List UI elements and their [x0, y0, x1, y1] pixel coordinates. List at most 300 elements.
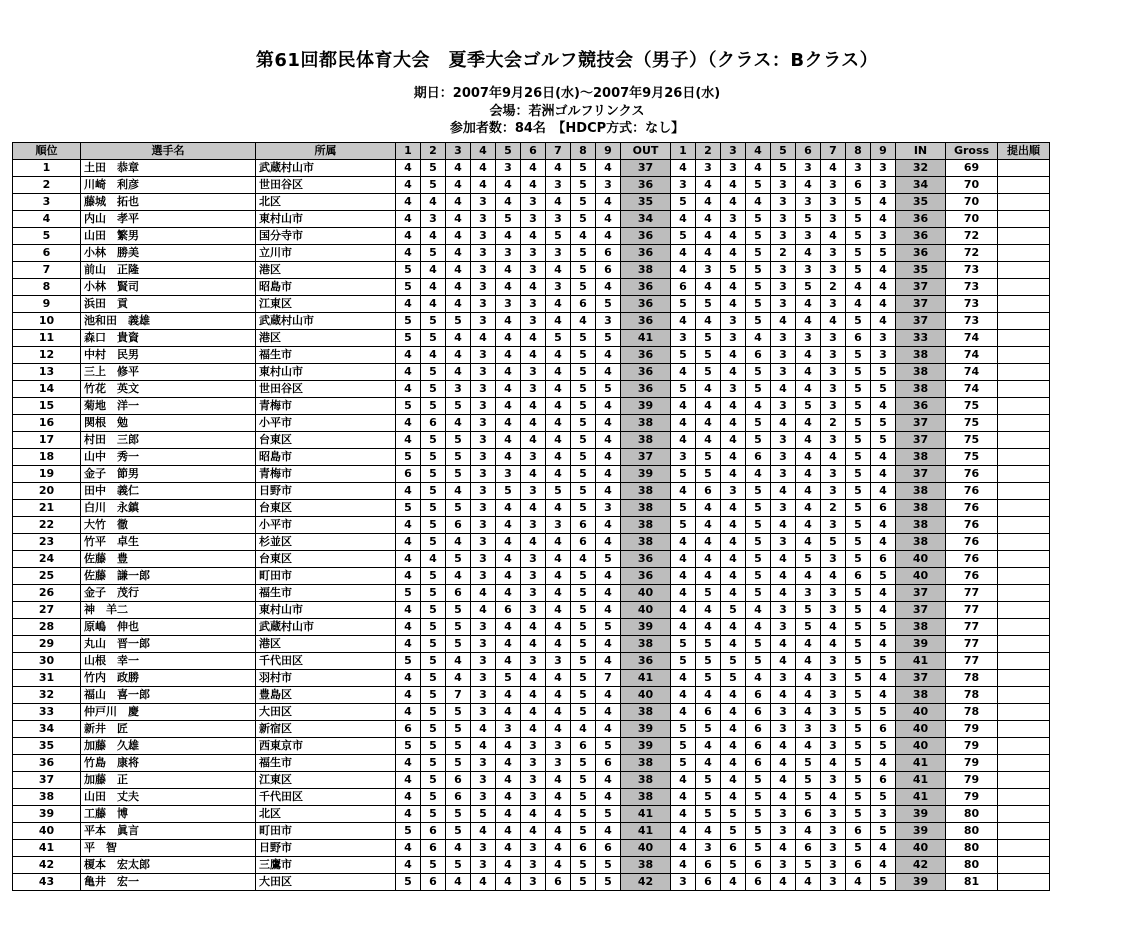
table-row — [13, 687, 1050, 704]
table-row — [13, 160, 1050, 177]
gross-cell: 77 — [946, 585, 998, 602]
in-hole-score: 4 — [796, 653, 821, 670]
in-hole-score: 5 — [846, 517, 871, 534]
out-hole-score: 4 — [596, 568, 621, 585]
in-hole-score: 4 — [696, 534, 721, 551]
out-hole-score: 4 — [396, 211, 421, 228]
in-hole-score: 5 — [821, 534, 846, 551]
table-row — [13, 177, 1050, 194]
in-hole-score: 5 — [846, 228, 871, 245]
out-hole-score: 5 — [596, 551, 621, 568]
in-hole-score: 4 — [771, 585, 796, 602]
out-hole-score: 3 — [521, 551, 546, 568]
gross-cell: 75 — [946, 432, 998, 449]
out-hole-score: 7 — [446, 687, 471, 704]
out-total-cell: 41 — [621, 670, 671, 687]
player-name-cell: 菊地 洋一 — [81, 398, 256, 415]
table-row — [13, 568, 1050, 585]
out-total-cell: 38 — [621, 262, 671, 279]
in-hole-score: 5 — [746, 568, 771, 585]
out-hole-score: 5 — [421, 364, 446, 381]
in-total-cell: 38 — [896, 500, 946, 517]
out-hole-score: 4 — [596, 704, 621, 721]
in-hole-score: 4 — [696, 602, 721, 619]
rank-cell: 32 — [13, 687, 81, 704]
out-hole-score: 4 — [396, 245, 421, 262]
out-hole-score: 5 — [596, 874, 621, 891]
submission-order-cell — [998, 364, 1050, 381]
in-hole-score: 3 — [821, 840, 846, 857]
in-hole-score: 4 — [721, 296, 746, 313]
player-name-cell: 池和田 義雄 — [81, 313, 256, 330]
rank-cell: 1 — [13, 160, 81, 177]
out-hole-score: 5 — [596, 296, 621, 313]
out-hole-score: 4 — [546, 789, 571, 806]
out-hole-score: 5 — [571, 772, 596, 789]
out-hole-score: 5 — [421, 313, 446, 330]
player-name-cell: 前山 正隆 — [81, 262, 256, 279]
out-hole-score: 5 — [546, 330, 571, 347]
in-hole-score: 5 — [746, 806, 771, 823]
out-hole-score: 3 — [471, 449, 496, 466]
out-hole-score: 5 — [421, 177, 446, 194]
table-row — [13, 874, 1050, 891]
out-hole-score: 4 — [546, 619, 571, 636]
out-hole-score: 5 — [421, 517, 446, 534]
rank-cell: 42 — [13, 857, 81, 874]
in-hole-score: 4 — [796, 517, 821, 534]
in-hole-score: 4 — [696, 823, 721, 840]
in-hole-score: 4 — [721, 364, 746, 381]
player-name-cell: 金子 茂行 — [81, 585, 256, 602]
in-hole-score: 6 — [671, 279, 696, 296]
club-cell: 千代田区 — [256, 653, 396, 670]
in-hole-score: 4 — [671, 789, 696, 806]
column-header: 6 — [796, 143, 821, 160]
out-total-cell: 38 — [621, 636, 671, 653]
out-hole-score: 5 — [446, 704, 471, 721]
submission-order-cell — [998, 721, 1050, 738]
out-hole-score: 4 — [521, 398, 546, 415]
out-hole-score: 4 — [471, 330, 496, 347]
out-hole-score: 4 — [446, 160, 471, 177]
in-hole-score: 3 — [821, 806, 846, 823]
out-hole-score: 4 — [496, 857, 521, 874]
club-cell: 昭島市 — [256, 449, 396, 466]
out-hole-score: 4 — [521, 670, 546, 687]
in-hole-score: 3 — [771, 279, 796, 296]
out-hole-score: 3 — [471, 534, 496, 551]
in-hole-score: 3 — [821, 585, 846, 602]
out-hole-score: 5 — [446, 551, 471, 568]
in-hole-score: 5 — [846, 840, 871, 857]
in-hole-score: 3 — [721, 313, 746, 330]
out-hole-score: 3 — [596, 500, 621, 517]
out-hole-score: 4 — [521, 704, 546, 721]
out-hole-score: 4 — [546, 602, 571, 619]
table-row — [13, 789, 1050, 806]
in-hole-score: 3 — [821, 432, 846, 449]
in-total-cell: 40 — [896, 721, 946, 738]
submission-order-cell — [998, 585, 1050, 602]
out-hole-score: 5 — [571, 687, 596, 704]
in-hole-score: 6 — [696, 874, 721, 891]
player-name-cell: 工藤 博 — [81, 806, 256, 823]
in-hole-score: 6 — [846, 857, 871, 874]
out-hole-score: 4 — [446, 279, 471, 296]
rank-cell: 4 — [13, 211, 81, 228]
out-total-cell: 36 — [621, 279, 671, 296]
out-hole-score: 4 — [496, 704, 521, 721]
in-hole-score: 5 — [846, 602, 871, 619]
out-hole-score: 4 — [421, 347, 446, 364]
out-hole-score: 4 — [546, 670, 571, 687]
out-hole-score: 3 — [471, 245, 496, 262]
in-hole-score: 5 — [746, 823, 771, 840]
in-hole-score: 4 — [771, 789, 796, 806]
out-hole-score: 4 — [496, 262, 521, 279]
in-hole-score: 5 — [796, 789, 821, 806]
out-hole-score: 5 — [571, 194, 596, 211]
in-hole-score: 4 — [796, 313, 821, 330]
rank-cell: 25 — [13, 568, 81, 585]
submission-order-cell — [998, 432, 1050, 449]
in-total-cell: 38 — [896, 517, 946, 534]
out-hole-score: 3 — [521, 313, 546, 330]
in-hole-score: 5 — [721, 670, 746, 687]
in-hole-score: 3 — [871, 330, 896, 347]
in-hole-score: 5 — [846, 211, 871, 228]
out-total-cell: 37 — [621, 449, 671, 466]
out-total-cell: 39 — [621, 721, 671, 738]
club-cell: 昭島市 — [256, 279, 396, 296]
rank-cell: 14 — [13, 381, 81, 398]
in-hole-score: 3 — [671, 177, 696, 194]
out-hole-score: 5 — [421, 789, 446, 806]
out-hole-score: 4 — [496, 789, 521, 806]
out-hole-score: 5 — [421, 687, 446, 704]
in-hole-score: 4 — [696, 432, 721, 449]
out-hole-score: 6 — [421, 840, 446, 857]
in-hole-score: 4 — [771, 755, 796, 772]
out-hole-score: 5 — [596, 381, 621, 398]
in-hole-score: 5 — [871, 653, 896, 670]
in-hole-score: 3 — [821, 653, 846, 670]
in-hole-score: 4 — [846, 296, 871, 313]
out-hole-score: 3 — [471, 296, 496, 313]
gross-cell: 70 — [946, 177, 998, 194]
in-hole-score: 6 — [746, 857, 771, 874]
out-hole-score: 4 — [571, 228, 596, 245]
in-hole-score: 4 — [696, 245, 721, 262]
in-hole-score: 3 — [821, 704, 846, 721]
out-hole-score: 4 — [496, 279, 521, 296]
out-hole-score: 3 — [546, 755, 571, 772]
out-hole-score: 4 — [496, 874, 521, 891]
in-hole-score: 3 — [671, 330, 696, 347]
in-hole-score: 5 — [671, 228, 696, 245]
in-hole-score: 4 — [821, 449, 846, 466]
out-hole-score: 5 — [571, 415, 596, 432]
out-hole-score: 4 — [471, 823, 496, 840]
out-hole-score: 5 — [421, 432, 446, 449]
out-hole-score: 3 — [471, 313, 496, 330]
in-hole-score: 5 — [746, 279, 771, 296]
club-cell: 小平市 — [256, 415, 396, 432]
out-hole-score: 5 — [496, 211, 521, 228]
in-hole-score: 4 — [746, 602, 771, 619]
in-hole-score: 4 — [871, 636, 896, 653]
player-name-cell: 竹内 政勝 — [81, 670, 256, 687]
out-hole-score: 3 — [496, 466, 521, 483]
in-hole-score: 4 — [696, 177, 721, 194]
in-hole-score: 5 — [746, 789, 771, 806]
in-hole-score: 5 — [846, 449, 871, 466]
in-hole-score: 3 — [771, 211, 796, 228]
in-hole-score: 3 — [821, 211, 846, 228]
in-total-cell: 33 — [896, 330, 946, 347]
gross-cell: 74 — [946, 364, 998, 381]
in-hole-score: 5 — [746, 517, 771, 534]
out-hole-score: 3 — [446, 381, 471, 398]
in-hole-score: 5 — [746, 534, 771, 551]
out-total-cell: 40 — [621, 585, 671, 602]
in-hole-score: 4 — [796, 347, 821, 364]
out-hole-score: 4 — [396, 789, 421, 806]
out-hole-score: 4 — [446, 874, 471, 891]
gross-cell: 79 — [946, 772, 998, 789]
in-total-cell: 37 — [896, 602, 946, 619]
rank-cell: 10 — [13, 313, 81, 330]
out-hole-score: 4 — [546, 194, 571, 211]
submission-order-cell — [998, 313, 1050, 330]
out-hole-score: 6 — [596, 245, 621, 262]
out-hole-score: 3 — [521, 483, 546, 500]
club-cell: 町田市 — [256, 568, 396, 585]
out-hole-score: 4 — [496, 381, 521, 398]
player-name-cell: 竹島 康将 — [81, 755, 256, 772]
in-hole-score: 4 — [671, 364, 696, 381]
out-hole-score: 4 — [446, 653, 471, 670]
in-hole-score: 5 — [746, 296, 771, 313]
gross-cell: 80 — [946, 857, 998, 874]
club-cell: 町田市 — [256, 823, 396, 840]
out-hole-score: 4 — [521, 160, 546, 177]
in-hole-score: 5 — [846, 500, 871, 517]
in-hole-score: 3 — [771, 806, 796, 823]
in-hole-score: 4 — [721, 177, 746, 194]
in-hole-score: 4 — [771, 653, 796, 670]
in-hole-score: 4 — [871, 687, 896, 704]
out-hole-score: 5 — [446, 636, 471, 653]
rank-cell: 22 — [13, 517, 81, 534]
out-hole-score: 4 — [546, 500, 571, 517]
out-hole-score: 3 — [471, 670, 496, 687]
player-name-cell: 川崎 利彦 — [81, 177, 256, 194]
out-total-cell: 38 — [621, 772, 671, 789]
out-hole-score: 3 — [496, 160, 521, 177]
club-cell: 武蔵村山市 — [256, 160, 396, 177]
in-hole-score: 4 — [721, 738, 746, 755]
in-hole-score: 5 — [671, 381, 696, 398]
in-hole-score: 5 — [671, 653, 696, 670]
out-hole-score: 5 — [396, 874, 421, 891]
in-hole-score: 5 — [746, 483, 771, 500]
in-total-cell: 41 — [896, 789, 946, 806]
out-total-cell: 36 — [621, 245, 671, 262]
out-hole-score: 4 — [396, 381, 421, 398]
in-hole-score: 6 — [846, 177, 871, 194]
out-total-cell: 35 — [621, 194, 671, 211]
in-hole-score: 4 — [796, 704, 821, 721]
in-hole-score: 4 — [871, 449, 896, 466]
rank-cell: 9 — [13, 296, 81, 313]
in-hole-score: 4 — [696, 568, 721, 585]
in-hole-score: 5 — [871, 381, 896, 398]
out-hole-score: 3 — [471, 211, 496, 228]
in-hole-score: 3 — [821, 262, 846, 279]
out-hole-score: 4 — [546, 551, 571, 568]
out-hole-score: 3 — [471, 398, 496, 415]
out-hole-score: 6 — [396, 466, 421, 483]
out-hole-score: 5 — [571, 806, 596, 823]
gross-cell: 73 — [946, 262, 998, 279]
table-row — [13, 653, 1050, 670]
out-hole-score: 4 — [396, 704, 421, 721]
player-name-cell: 平本 眞言 — [81, 823, 256, 840]
out-hole-score: 3 — [521, 517, 546, 534]
in-total-cell: 39 — [896, 874, 946, 891]
in-hole-score: 5 — [746, 636, 771, 653]
in-hole-score: 4 — [721, 228, 746, 245]
out-hole-score: 5 — [571, 449, 596, 466]
in-total-cell: 40 — [896, 704, 946, 721]
submission-order-cell — [998, 653, 1050, 670]
out-hole-score: 4 — [496, 738, 521, 755]
out-hole-score: 4 — [396, 364, 421, 381]
in-hole-score: 5 — [671, 721, 696, 738]
out-hole-score: 5 — [446, 398, 471, 415]
rank-cell: 29 — [13, 636, 81, 653]
in-hole-score: 3 — [821, 483, 846, 500]
out-hole-score: 4 — [496, 364, 521, 381]
out-total-cell: 40 — [621, 840, 671, 857]
in-hole-score: 4 — [871, 670, 896, 687]
in-hole-score: 6 — [746, 449, 771, 466]
out-hole-score: 5 — [571, 160, 596, 177]
in-hole-score: 4 — [721, 534, 746, 551]
in-hole-score: 5 — [746, 551, 771, 568]
in-hole-score: 5 — [746, 313, 771, 330]
out-hole-score: 4 — [471, 738, 496, 755]
out-hole-score: 5 — [571, 466, 596, 483]
in-hole-score: 5 — [746, 262, 771, 279]
out-hole-score: 4 — [596, 636, 621, 653]
gross-cell: 76 — [946, 500, 998, 517]
out-hole-score: 4 — [396, 602, 421, 619]
in-hole-score: 4 — [671, 619, 696, 636]
out-hole-score: 4 — [546, 381, 571, 398]
submission-order-cell — [998, 823, 1050, 840]
in-hole-score: 3 — [821, 687, 846, 704]
out-hole-score: 6 — [446, 772, 471, 789]
in-hole-score: 6 — [746, 704, 771, 721]
out-hole-score: 4 — [446, 483, 471, 500]
rank-cell: 2 — [13, 177, 81, 194]
out-hole-score: 3 — [421, 211, 446, 228]
in-hole-score: 4 — [696, 415, 721, 432]
in-hole-score: 3 — [821, 857, 846, 874]
in-hole-score: 4 — [771, 483, 796, 500]
out-hole-score: 5 — [396, 738, 421, 755]
out-hole-score: 4 — [596, 279, 621, 296]
out-hole-score: 4 — [596, 602, 621, 619]
out-hole-score: 3 — [471, 364, 496, 381]
in-hole-score: 4 — [871, 534, 896, 551]
in-hole-score: 6 — [846, 568, 871, 585]
table-row — [13, 211, 1050, 228]
in-hole-score: 5 — [671, 466, 696, 483]
table-row — [13, 194, 1050, 211]
in-hole-score: 4 — [696, 619, 721, 636]
in-hole-score: 4 — [721, 245, 746, 262]
table-row — [13, 262, 1050, 279]
out-hole-score: 4 — [496, 755, 521, 772]
in-hole-score: 5 — [846, 347, 871, 364]
in-hole-score: 4 — [771, 874, 796, 891]
in-hole-score: 4 — [721, 568, 746, 585]
rank-cell: 34 — [13, 721, 81, 738]
rank-cell: 33 — [13, 704, 81, 721]
out-hole-score: 3 — [596, 177, 621, 194]
out-total-cell: 39 — [621, 619, 671, 636]
out-hole-score: 4 — [546, 347, 571, 364]
player-name-cell: 平 智 — [81, 840, 256, 857]
player-name-cell: 神 羊二 — [81, 602, 256, 619]
rank-cell: 37 — [13, 772, 81, 789]
in-hole-score: 4 — [771, 772, 796, 789]
in-hole-score: 4 — [771, 517, 796, 534]
club-cell: 江東区 — [256, 772, 396, 789]
in-hole-score: 5 — [871, 704, 896, 721]
in-hole-score: 5 — [871, 432, 896, 449]
table-row — [13, 279, 1050, 296]
out-hole-score: 5 — [421, 721, 446, 738]
rank-cell: 12 — [13, 347, 81, 364]
in-hole-score: 4 — [821, 755, 846, 772]
in-hole-score: 4 — [696, 551, 721, 568]
out-hole-score: 4 — [446, 347, 471, 364]
in-hole-score: 3 — [821, 245, 846, 262]
in-hole-score: 4 — [721, 415, 746, 432]
in-hole-score: 5 — [871, 738, 896, 755]
submission-order-cell — [998, 415, 1050, 432]
gross-cell: 74 — [946, 330, 998, 347]
out-hole-score: 6 — [596, 755, 621, 772]
out-hole-score: 3 — [471, 619, 496, 636]
out-hole-score: 4 — [446, 262, 471, 279]
out-hole-score: 4 — [596, 211, 621, 228]
in-hole-score: 3 — [771, 500, 796, 517]
in-hole-score: 4 — [796, 687, 821, 704]
out-hole-score: 4 — [471, 721, 496, 738]
out-hole-score: 3 — [471, 568, 496, 585]
out-hole-score: 3 — [471, 381, 496, 398]
submission-order-cell — [998, 381, 1050, 398]
club-cell: 台東区 — [256, 432, 396, 449]
rank-cell: 19 — [13, 466, 81, 483]
out-hole-score: 4 — [521, 228, 546, 245]
